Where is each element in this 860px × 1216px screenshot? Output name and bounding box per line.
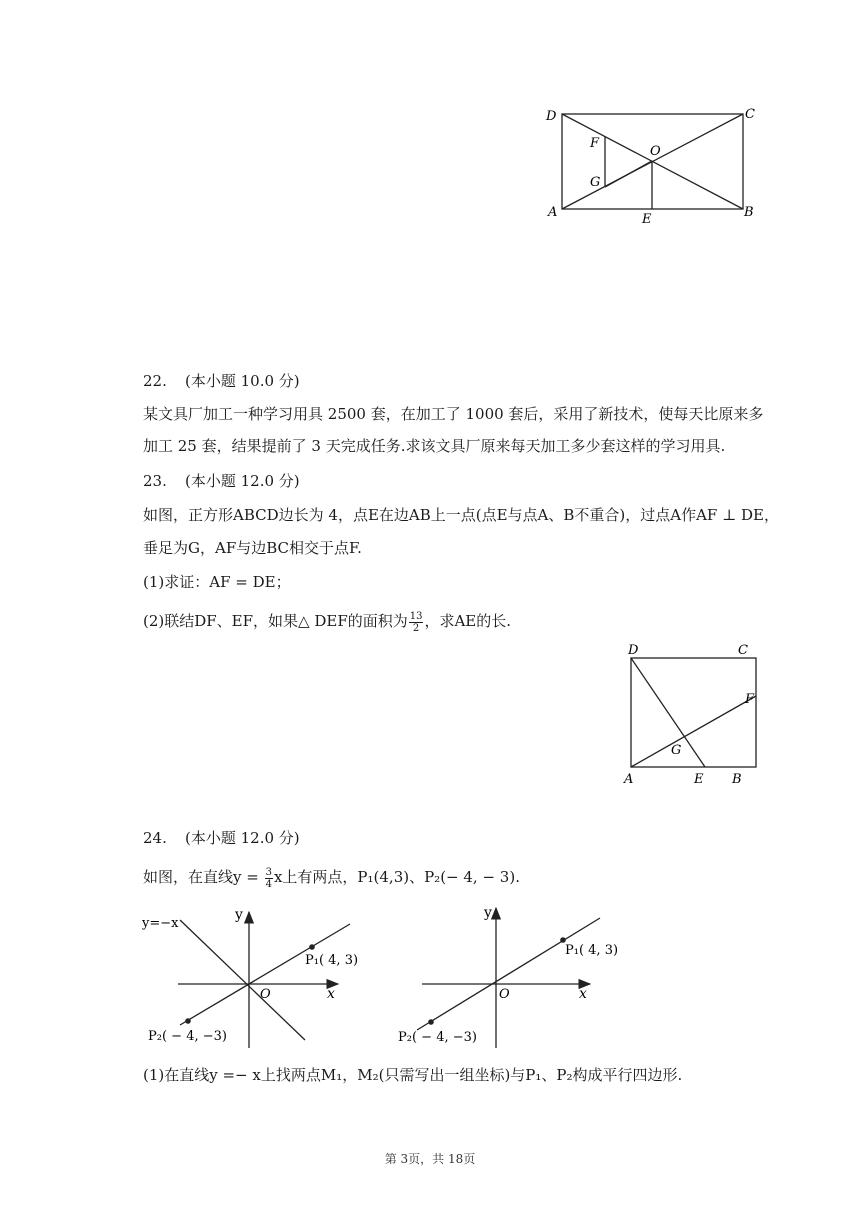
q24-text-post: x上有两点，P₁(4,3)、P₂(− 4, − 3). bbox=[273, 868, 520, 886]
q22-number: 22. bbox=[143, 372, 167, 390]
q23-part1: (1)求证：AF = DE； bbox=[143, 573, 291, 591]
rectangle-figure bbox=[540, 100, 760, 230]
label-O: O bbox=[650, 144, 661, 159]
sq-label-C: C bbox=[738, 643, 748, 658]
label-C: C bbox=[745, 107, 755, 122]
label-A: A bbox=[548, 205, 558, 220]
q23-number: 23. bbox=[143, 472, 167, 490]
label-D: D bbox=[546, 109, 557, 124]
sq-label-F: F bbox=[745, 692, 755, 707]
label-F: F bbox=[590, 136, 600, 151]
q24-number: 24. bbox=[143, 829, 167, 847]
label-B: B bbox=[744, 205, 754, 220]
q24-text bbox=[143, 862, 520, 892]
g1-x-axis-label: x bbox=[327, 986, 335, 1002]
sq-label-E: E bbox=[694, 772, 704, 787]
sq-label-A: A bbox=[624, 772, 634, 787]
square-figure bbox=[615, 640, 765, 790]
q24-header bbox=[143, 828, 300, 848]
graph-1 bbox=[140, 900, 400, 1055]
g2-origin-label: O bbox=[499, 987, 510, 1002]
g2-p1-label: P₁( 4, 3) bbox=[565, 943, 619, 958]
q24-part1: (1)在直线y =− x上找两点M₁，M₂(只需写出一组坐标)与P₁、P₂构成平行四边形. bbox=[143, 1066, 683, 1084]
g1-origin-label: O bbox=[260, 987, 271, 1002]
q23-part2-pre: (2)联结DF、EF，如果△ DEF的面积为 bbox=[143, 612, 408, 630]
sq-label-D: D bbox=[628, 643, 639, 658]
slope-denominator: 4 bbox=[265, 878, 272, 890]
fraction-numerator: 13 bbox=[409, 610, 423, 622]
g1-p2-label: P₂( − 4, −3) bbox=[148, 1029, 227, 1044]
label-E: E bbox=[642, 212, 652, 227]
slope-fraction bbox=[265, 867, 273, 890]
q24-points: (本小题 12.0 分) bbox=[185, 829, 300, 847]
area-fraction bbox=[409, 611, 424, 634]
g2-x-axis-label: x bbox=[579, 986, 587, 1002]
q24-text-pre: 如图，在直线y = bbox=[143, 868, 264, 886]
q23-text-line2: 垂足为G，AF与边BC相交于点F. bbox=[143, 539, 362, 557]
g1-y-axis-label: y bbox=[235, 907, 243, 923]
page-footer: 第 3页，共 18页 bbox=[384, 1152, 476, 1166]
q22-header bbox=[143, 371, 300, 391]
q22-points: (本小题 10.0 分) bbox=[185, 372, 300, 390]
graph-2 bbox=[395, 900, 655, 1055]
slope-numerator: 3 bbox=[265, 866, 272, 878]
q23-header bbox=[143, 471, 300, 491]
sq-label-G: G bbox=[671, 743, 682, 758]
g2-p2-label: P₂( − 4, −3) bbox=[398, 1030, 477, 1045]
sq-label-B: B bbox=[732, 772, 742, 787]
q23-text-line1: 如图，正方形ABCD边长为 4，点E在边AB上一点(点E与点A、B不重合)，过点A作AF ⊥ DE， bbox=[143, 506, 779, 524]
g2-y-axis-label: y bbox=[484, 905, 492, 921]
q23-part2-post: ，求AE的长. bbox=[424, 612, 512, 630]
q23-part2 bbox=[143, 606, 511, 636]
fraction-denominator: 2 bbox=[412, 622, 420, 634]
q23-points: (本小题 12.0 分) bbox=[185, 472, 300, 490]
label-G: G bbox=[590, 175, 601, 190]
q22-text-line2: 加工 25 套，结果提前了 3 天完成任务.求该文具厂原来每天加工多少套这样的学习用具. bbox=[143, 437, 726, 455]
q22-text-line1: 某文具厂加工一种学习用具 2500 套，在加工了 1000 套后，采用了新技术，使每天比原来多 bbox=[143, 405, 764, 423]
g1-line-label: y=−x bbox=[142, 916, 179, 931]
g1-p1-label: P₁( 4, 3) bbox=[305, 953, 359, 968]
